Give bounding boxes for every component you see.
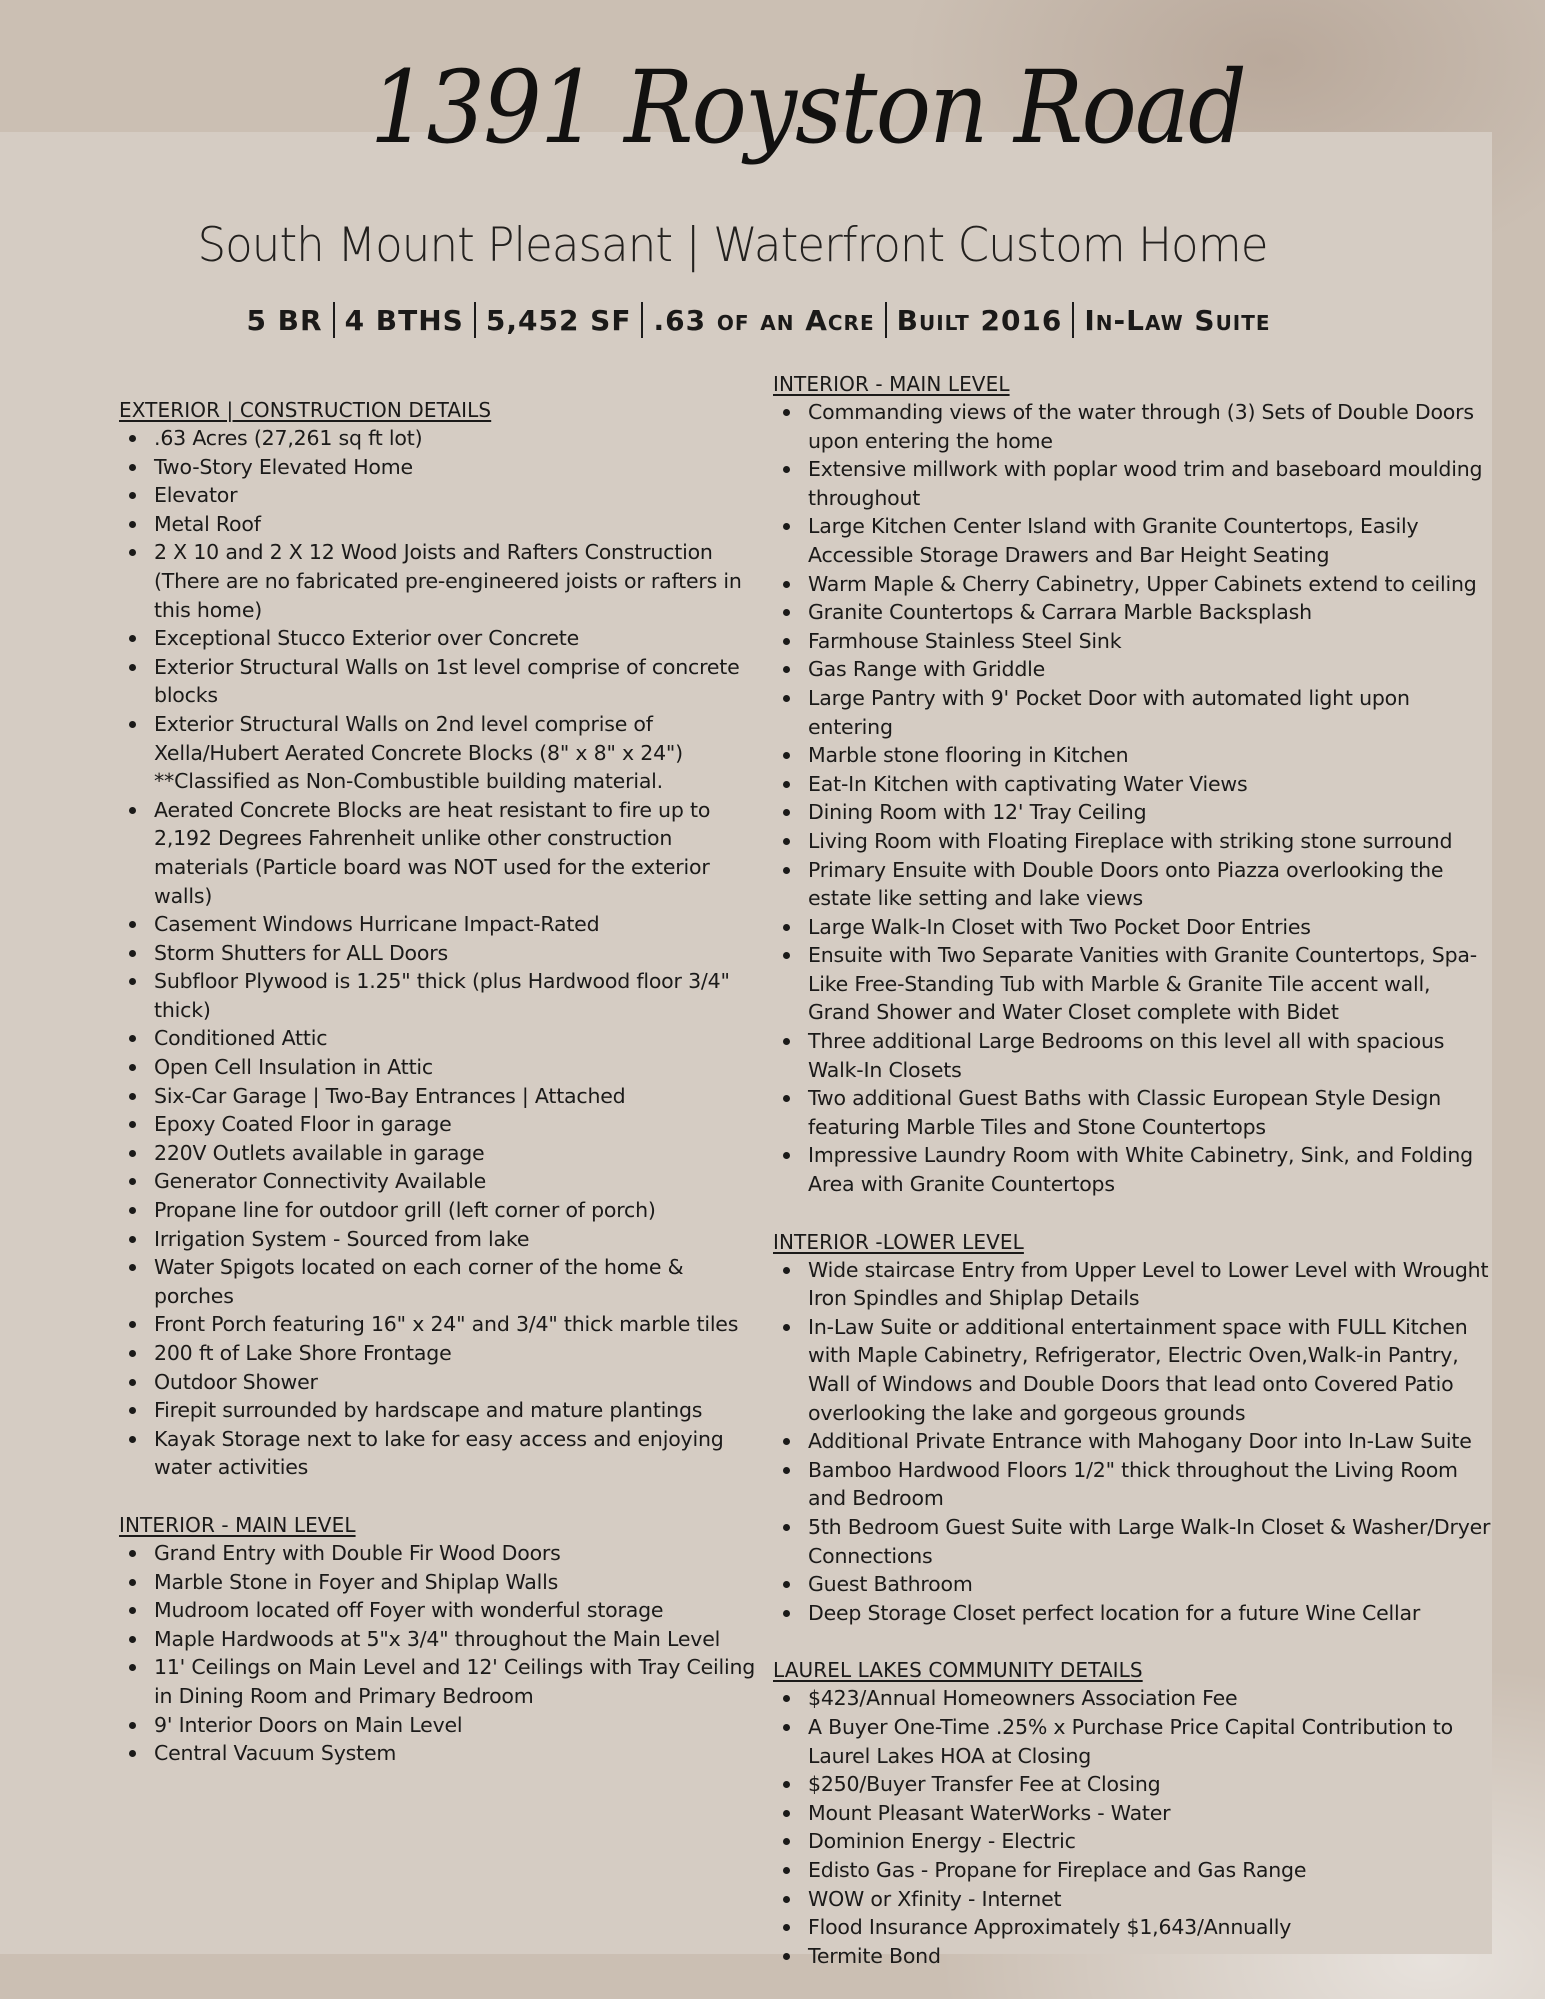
interior-main-right-section [773,370,1493,1199]
fact-in-law-suite: In-Law Suite [1084,304,1271,337]
fact-baths: 4 BTHS [344,304,464,337]
list-item: 9' Interior Doors on Main Level [119,1711,759,1740]
fact-divider [333,302,335,338]
list-item: $250/Buyer Transfer Fee at Closing [773,1770,1493,1799]
fact-divider [885,302,887,338]
list-item: $423/Annual Homeowners Association Fee [773,1684,1493,1713]
list-item: Epoxy Coated Floor in garage [119,1110,759,1139]
list-item: 11' Ceilings on Main Level and 12' Ceilings with Tray Ceiling in Dining Room and Primary Bedroom [119,1653,759,1710]
list-item: Water Spigots located on each corner of the home & porches [119,1253,759,1310]
list-item: Irrigation System - Sourced from lake [119,1225,759,1254]
list-item: In-Law Suite or additional entertainment space with FULL Kitchen with Maple Cabinetry, Refrigerator, Electric Oven,Walk-in Pantry, Wall of Windows and Double Doors that lead onto Covered Patio overlooking the lake and gorgeous grounds [773,1313,1493,1427]
list-item: Guest Bathroom [773,1570,1493,1599]
fact-year-built: Built 2016 [896,304,1063,337]
exterior-section [119,396,759,1482]
community-list [773,1684,1493,1970]
fact-divider [474,302,476,338]
property-subtitle: South Mount Pleasant | Waterfront Custom Home [197,218,1268,273]
list-item: Six-Car Garage | Two-Bay Entrances | Attached [119,1082,759,1111]
list-item: Edisto Gas - Propane for Fireplace and Gas Range [773,1856,1493,1885]
list-item: Exceptional Stucco Exterior over Concrete [119,624,759,653]
list-item: Large Walk-In Closet with Two Pocket Door Entries [773,913,1493,942]
list-item: Large Kitchen Center Island with Granite Countertops, Easily Accessible Storage Drawers and Bar Height Seating [773,512,1493,569]
list-item: Mudroom located off Foyer with wonderful storage [119,1596,759,1625]
list-item: Primary Ensuite with Double Doors onto Piazza overlooking the estate like setting and lake views [773,856,1493,913]
list-item: Two-Story Elevated Home [119,453,759,482]
fact-divider [1072,302,1074,338]
exterior-list [119,424,759,1482]
fact-acreage: .63 of an Acre [653,304,875,337]
list-item: Aerated Concrete Blocks are heat resistant to fire up to 2,192 Degrees Fahrenheit unlike other construction materials (Particle board was NOT used for the exterior walls) [119,796,759,910]
list-item: Kayak Storage next to lake for easy access and enjoying water activities [119,1425,759,1482]
community-section [773,1656,1493,1970]
list-item: Dominion Energy - Electric [773,1827,1493,1856]
list-item: Exterior Structural Walls on 1st level comprise of concrete blocks [119,653,759,710]
property-title: 1391 Royston Road [369,49,1246,166]
fact-divider [641,302,643,338]
list-item: Deep Storage Closet perfect location for a future Wine Cellar [773,1599,1493,1628]
list-item: Elevator [119,481,759,510]
list-item: 200 ft of Lake Shore Frontage [119,1339,759,1368]
section-heading: INTERIOR -LOWER LEVEL [773,1229,1024,1254]
list-item: Mount Pleasant WaterWorks - Water [773,1799,1493,1828]
list-item: Central Vacuum System [119,1739,759,1768]
list-item: 220V Outlets available in garage [119,1139,759,1168]
list-item: A Buyer One-Time .25% x Purchase Price Capital Contribution to Laurel Lakes HOA at Closing [773,1713,1493,1770]
list-item: Metal Roof [119,510,759,539]
interior-main-left-section [119,1511,759,1768]
left-column [119,396,759,1797]
key-facts [0,302,1531,338]
list-item: Extensive millwork with poplar wood trim and baseboard moulding throughout [773,455,1493,512]
list-item: Open Cell Insulation in Attic [119,1053,759,1082]
list-item: Granite Countertops & Carrara Marble Backsplash [773,598,1493,627]
list-item: Commanding views of the water through (3) Sets of Double Doors upon entering the home [773,398,1493,455]
list-item: Conditioned Attic [119,1024,759,1053]
list-item: Ensuite with Two Separate Vanities with Granite Countertops, Spa-Like Free-Standing Tub with Marble & Granite Tile accent wall, Grand Shower and Water Closet complete with Bidet [773,941,1493,1027]
list-item: .63 Acres (27,261 sq ft lot) [119,424,759,453]
list-item: Dining Room with 12' Tray Ceiling [773,798,1493,827]
right-column [773,370,1493,1999]
list-item: Gas Range with Griddle [773,655,1493,684]
list-item: Termite Bond [773,1942,1493,1971]
list-item: Front Porch featuring 16" x 24" and 3/4" thick marble tiles [119,1310,759,1339]
interior-lower-list [773,1256,1493,1628]
list-item: Farmhouse Stainless Steel Sink [773,627,1493,656]
list-item: Eat-In Kitchen with captivating Water Views [773,770,1493,799]
list-item: Living Room with Floating Fireplace with striking stone surround [773,827,1493,856]
list-item: Three additional Large Bedrooms on this level all with spacious Walk-In Closets [773,1027,1493,1084]
list-item: Flood Insurance Approximately $1,643/Annually [773,1913,1493,1942]
list-item: Generator Connectivity Available [119,1167,759,1196]
list-item: Large Pantry with 9' Pocket Door with automated light upon entering [773,684,1493,741]
interior-main-right-list [773,398,1493,1199]
list-item: Exterior Structural Walls on 2nd level comprise of Xella/Hubert Aerated Concrete Blocks (8" x 8" x 24") **Classified as Non-Combustible building material. [119,710,759,796]
interior-lower-section [773,1228,1493,1628]
fact-bedrooms: 5 BR [246,304,323,337]
list-item: Bamboo Hardwood Floors 1/2" thick throughout the Living Room and Bedroom [773,1456,1493,1513]
list-item: Marble stone flooring in Kitchen [773,741,1493,770]
list-item: 2 X 10 and 2 X 12 Wood Joists and Rafters Construction (There are no fabricated pre-engineered joists or rafters in this home) [119,538,759,624]
list-item: Warm Maple & Cherry Cabinetry, Upper Cabinets extend to ceiling [773,570,1493,599]
section-heading: EXTERIOR | CONSTRUCTION DETAILS [119,398,492,422]
list-item: Wide staircase Entry from Upper Level to Lower Level with Wrought Iron Spindles and Shiplap Details [773,1256,1493,1313]
list-item: Firepit surrounded by hardscape and mature plantings [119,1396,759,1425]
section-heading: INTERIOR - MAIN LEVEL [119,1512,356,1537]
list-item: Impressive Laundry Room with White Cabinetry, Sink, and Folding Area with Granite Countertops [773,1141,1493,1198]
list-item: WOW or Xfinity - Internet [773,1885,1493,1914]
list-item: Outdoor Shower [119,1368,759,1397]
list-item: Maple Hardwoods at 5"x 3/4" throughout the Main Level [119,1625,759,1654]
section-heading: INTERIOR - MAIN LEVEL [773,372,1010,396]
list-item: Marble Stone in Foyer and Shiplap Walls [119,1568,759,1597]
list-item: 5th Bedroom Guest Suite with Large Walk-In Closet & Washer/Dryer Connections [773,1513,1493,1570]
list-item: Casement Windows Hurricane Impact-Rated [119,910,759,939]
fact-square-feet: 5,452 SF [485,304,632,337]
list-item: Grand Entry with Double Fir Wood Doors [119,1539,759,1568]
section-heading: LAUREL LAKES COMMUNITY DETAILS [773,1658,1143,1683]
list-item: Two additional Guest Baths with Classic European Style Design featuring Marble Tiles and Stone Countertops [773,1084,1493,1141]
list-item: Propane line for outdoor grill (left corner of porch) [119,1196,759,1225]
list-item: Subfloor Plywood is 1.25" thick (plus Hardwood floor 3/4" thick) [119,967,759,1024]
list-item: Storm Shutters for ALL Doors [119,939,759,968]
list-item: Additional Private Entrance with Mahogany Door into In-Law Suite [773,1427,1493,1456]
interior-main-left-list [119,1539,759,1768]
